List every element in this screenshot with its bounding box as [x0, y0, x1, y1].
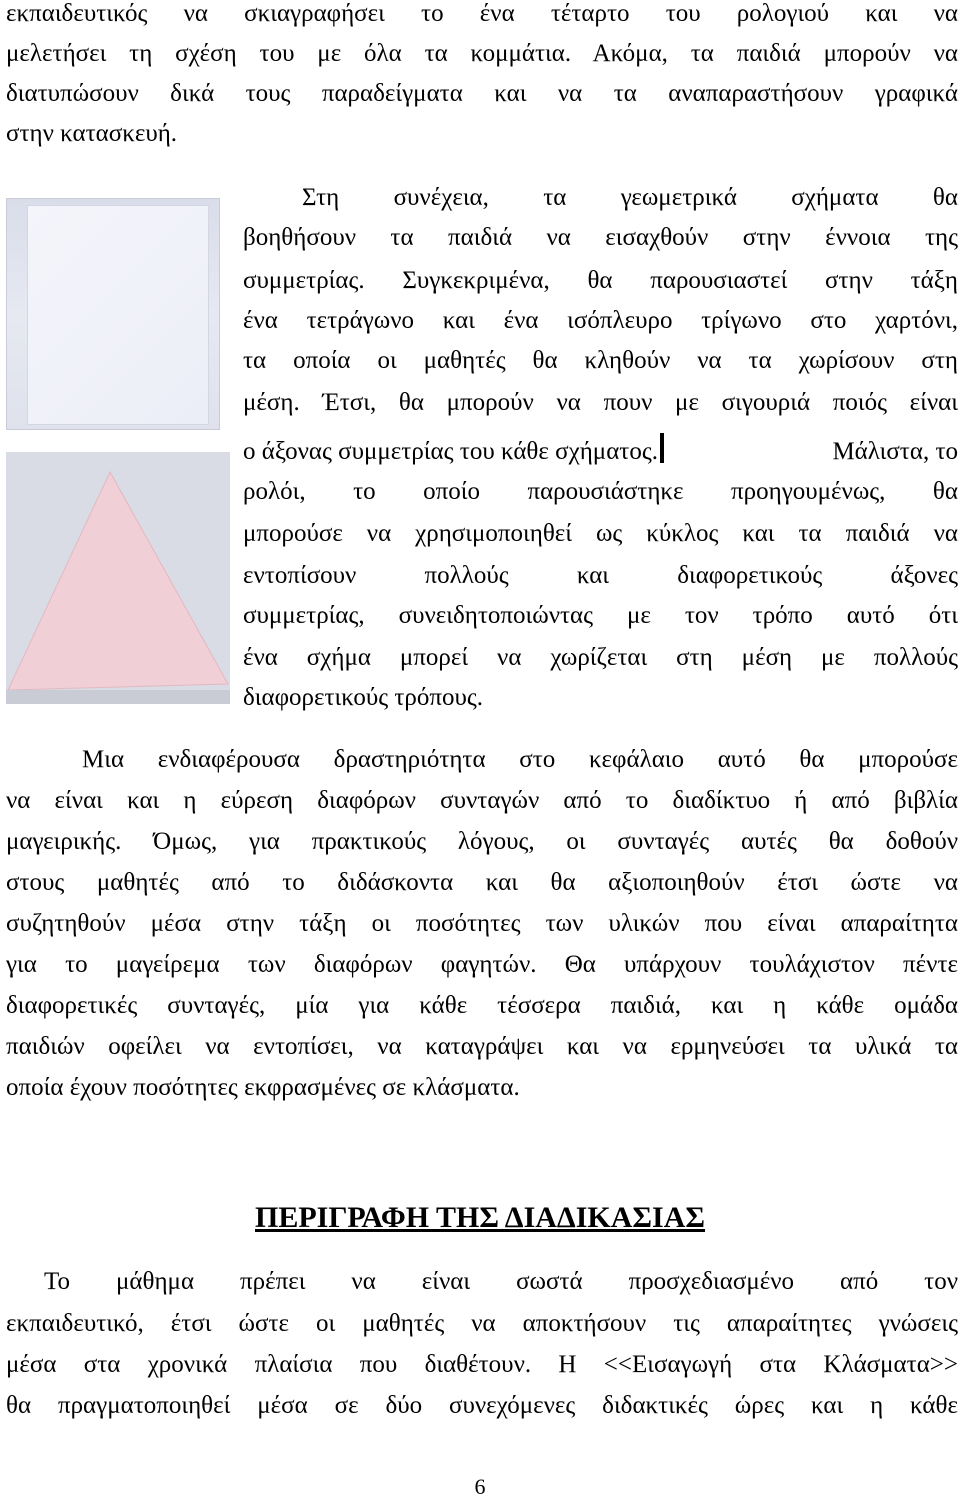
recipe-line: συζητηθούν μέσα στην τάξη οι ποσότητες των υλικών που είναι απαραίτητα — [6, 910, 958, 937]
intro-line: στην κατασκευή. — [6, 120, 178, 147]
symmetry-line: Μάλιστα, το — [832, 438, 958, 465]
symmetry-line: εντοπίσουν πολλούς και διαφορετικούς άξονες — [243, 562, 958, 589]
recipe-line: παιδιών οφείλει να εντοπίσει, να καταγράψει και να ερμηνεύσει τα υλικά τα — [6, 1033, 958, 1060]
symmetry-line-with-cursor — [243, 432, 958, 472]
intro-line: εκπαιδευτικός να σκιαγραφήσει το ένα τέταρτο του ρολογιού και να — [6, 0, 958, 27]
recipe-line: μαγειρικής. Όμως, για πρακτικούς λόγους, οι συνταγές αυτές θα δοθούν — [6, 828, 958, 855]
page-number: 6 — [474, 1474, 486, 1499]
symmetry-line: βοηθήσουν τα παιδιά να εισαχθούν στην έννοια της — [243, 224, 958, 251]
procedure-line: μέσα στα χρονικά πλαίσια που διαθέτουν. Η <<Εισαγωγή στα Κλάσματα>> — [6, 1351, 958, 1378]
procedure-line: εκπαιδευτικό, έτσι ώστε οι μαθητές να αποκτήσουν τις απαραίτητες γνώσεις — [6, 1310, 958, 1337]
square-paper-photo — [6, 198, 220, 430]
symmetry-line: τα οποία οι μαθητές θα κληθούν να τα χωρίσουν στη — [243, 347, 958, 374]
symmetry-line: ένα σχήμα μπορεί να χωρίζεται στη μέση με πολλούς — [243, 644, 958, 671]
symmetry-line: Στη συνέχεια, τα γεωμετρικά σχήματα θα — [302, 184, 958, 211]
text-cursor-mark — [660, 433, 664, 463]
recipe-line: για το μαγείρεμα των διαφόρων φαγητών. Θα υπάρχουν τουλάχιστον πέντε — [6, 951, 958, 978]
symmetry-line: ρολόι, το οποίο παρουσιάστηκε προηγουμένως, θα — [243, 478, 958, 505]
symmetry-line: διαφορετικούς τρόπους. — [243, 684, 484, 711]
recipe-line: στους μαθητές από το διδάσκοντα και θα αξιοποιηθούν έτσι ώστε να — [6, 869, 958, 896]
symmetry-line: ο άξονας συμμετρίας του κάθε σχήματος. — [243, 438, 658, 465]
procedure-line: θα πραγματοποιηθεί μέσα σε δύο συνεχόμενες διδακτικές ώρες και η κάθε — [6, 1392, 958, 1419]
intro-line: διατυπώσουν δικά τους παραδείγματα και να τα αναπαραστήσουν γραφικά — [6, 80, 958, 107]
intro-line: μελετήσει τη σχέση του με όλα τα κομμάτια. Ακόμα, τα παιδιά μπορούν να — [6, 40, 958, 67]
symmetry-line: συμμετρίας, συνειδητοποιώντας με τον τρόπο αυτό ότι — [243, 602, 958, 629]
symmetry-line: μέση. Έτσι, θα μπορούν να πουν με σιγουριά ποιός είναι — [243, 389, 958, 416]
square-paper-sheet — [27, 205, 209, 425]
recipe-line: να είναι και η εύρεση διαφόρων συνταγών από το διαδίκτυο ή από βιβλία — [6, 787, 958, 814]
section-heading: ΠΕΡΙΓΡΑΦΗ ΤΗΣ ΔΙΑΔΙΚΑΣΙΑΣ — [255, 1201, 705, 1234]
symmetry-line: ένα τετράγωνο και ένα ισόπλευρο τρίγωνο στο χαρτόνι, — [243, 307, 958, 334]
symmetry-line: μπορούσε να χρησιμοποιηθεί ως κύκλος και τα παιδιά να — [243, 520, 958, 547]
symmetry-line: συμμετρίας. Συγκεκριμένα, θα παρουσιαστεί στην τάξη — [243, 267, 958, 294]
recipe-line: Μια ενδιαφέρουσα δραστηριότητα στο κεφάλαιο αυτό θα μπορούσε — [82, 746, 958, 773]
recipe-line: διαφορετικές συνταγές, μία για κάθε τέσσερα παιδιά, και η κάθε ομάδα — [6, 992, 958, 1019]
recipe-line: οποία έχουν ποσότητες εκφρασμένες σε κλάσματα. — [6, 1074, 520, 1101]
triangle-paper-photo — [6, 452, 230, 704]
triangle-paper-shape — [6, 452, 230, 704]
procedure-line: Το μάθημα πρέπει να είναι σωστά προσχεδιασμένο από τον — [44, 1268, 958, 1295]
